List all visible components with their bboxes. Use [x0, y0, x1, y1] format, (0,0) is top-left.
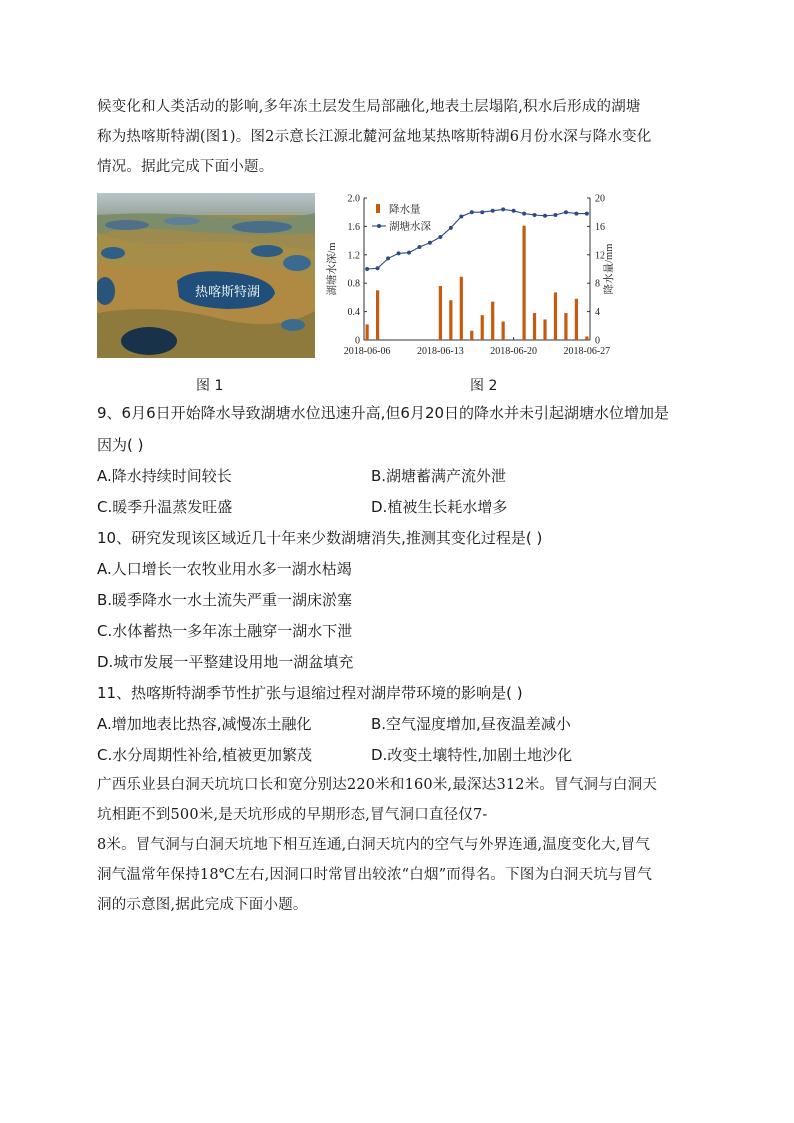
- precip-bar: [533, 313, 536, 340]
- precip-bar: [585, 336, 588, 340]
- depth-point: [543, 214, 547, 218]
- q11-stem: 11、热喀斯特湖季节性扩张与退缩过程对湖岸带环境的影响是( ): [97, 684, 523, 702]
- precip-bar: [366, 324, 369, 340]
- legend-precip-label: 降水量: [389, 204, 421, 216]
- q10-stem: 10、研究发现该区域近几十年来少数湖塘消失,推测其变化过程是( ): [97, 529, 543, 547]
- right-axis-label: 降水量/mm: [604, 243, 615, 295]
- left-tick-label: 2.0: [347, 193, 360, 205]
- passage-line-3: 8米。冒气洞与白洞天坑地下相互连通,白洞天坑内的空气与外界连通,温度变化大,冒气: [97, 837, 651, 853]
- right-tick-label: 16: [595, 221, 605, 233]
- passage-line-1: 广西乐业县白洞天坑坑口长和宽分别达220米和160米,最深达312米。冒气洞与白洞天: [97, 777, 658, 793]
- q9-option-d[interactable]: D.植被生长耗水增多: [371, 498, 508, 516]
- passage-line-4: 洞气温常年保持18℃左右,因洞口时常冒出较浓“白烟”而得名。下图为白洞天坑与冒气: [97, 867, 653, 883]
- precipitation-depth-chart: [322, 190, 622, 366]
- x-tick-label: 2018-06-13: [417, 346, 464, 357]
- right-tick-label: 0: [595, 335, 600, 347]
- precip-bar: [564, 313, 567, 340]
- precip-bar: [554, 292, 557, 340]
- precip-bar: [502, 322, 505, 340]
- q10-option-a[interactable]: A.人口增长一农牧业用水多一湖水枯竭: [97, 560, 352, 578]
- left-axis-label: 湖塘水深/m: [327, 242, 338, 296]
- depth-point: [553, 213, 557, 217]
- q11-option-a[interactable]: A.增加地表比热容,减慢冻土融化: [97, 715, 312, 733]
- depth-point: [501, 207, 505, 211]
- depth-point: [574, 212, 578, 216]
- right-tick-label: 12: [595, 250, 605, 262]
- precip-bar: [543, 319, 546, 340]
- legend-line-point: [377, 224, 381, 228]
- q11-option-d[interactable]: D.改变土壤特性,加剧土地沙化: [371, 746, 573, 764]
- passage-line-5: 洞的示意图,据此完成下面小题。: [97, 897, 308, 913]
- q9-stem-line1: 9、6月6日开始降水导致湖塘水位迅速升高,但6月20日的降水并未引起湖塘水位增加是: [97, 404, 670, 422]
- q9-option-c[interactable]: C.暖季升温蒸发旺盛: [97, 498, 233, 516]
- intro-line-1: 候变化和人类活动的影响,多年冻土层发生局部融化,地表土层塌陷,积水后形成的湖塘: [97, 99, 641, 115]
- thermokarst-lake-label: 热喀斯特湖: [195, 285, 261, 300]
- tiankeng-passage: [97, 770, 707, 920]
- depth-point: [417, 245, 421, 249]
- intro-line-3: 情况。据此完成下面小题。: [97, 159, 274, 175]
- left-tick-label: 0.4: [347, 307, 360, 319]
- figure2-caption: 图 2: [470, 378, 498, 394]
- legend-bar-swatch: [376, 204, 380, 213]
- q10-option-b[interactable]: B.暖季降水一水土流失严重一湖床淤塞: [97, 591, 353, 609]
- left-tick-label: 0: [355, 335, 360, 347]
- precip-bar: [491, 302, 494, 340]
- left-tick-label: 1.6: [347, 221, 360, 233]
- depth-point: [397, 251, 401, 255]
- depth-point: [491, 209, 495, 213]
- precip-bar: [460, 277, 463, 340]
- q10-option-d[interactable]: D.城市发展一平整建设用地一湖盆填充: [97, 653, 354, 671]
- depth-point: [470, 210, 474, 214]
- q11-option-c[interactable]: C.水分周期性补给,植被更加繁茂: [97, 746, 313, 764]
- depth-point: [365, 267, 369, 271]
- depth-point: [376, 266, 380, 270]
- left-tick-label: 1.2: [347, 250, 360, 262]
- depth-line: [367, 209, 587, 269]
- figure1-caption: 图 1: [196, 378, 224, 394]
- left-tick-label: 0.8: [347, 278, 360, 290]
- depth-point: [480, 210, 484, 214]
- precip-bar: [522, 226, 525, 340]
- depth-point: [459, 214, 463, 218]
- depth-point: [533, 213, 537, 217]
- legend-depth-label: 湖塘水深: [389, 221, 431, 233]
- precip-bar: [470, 331, 473, 340]
- depth-point: [438, 235, 442, 239]
- depth-point: [564, 210, 568, 214]
- depth-point: [522, 212, 526, 216]
- q10-option-c[interactable]: C.水体蓄热一多年冻土融穿一湖水下泄: [97, 622, 353, 640]
- precip-bar: [449, 300, 452, 340]
- depth-point: [512, 209, 516, 213]
- depth-point: [386, 256, 390, 260]
- x-tick-label: 2018-06-06: [343, 346, 391, 357]
- right-tick-label: 4: [595, 307, 600, 319]
- q9-stem-line2: 因为( ): [97, 436, 144, 454]
- precip-bar: [481, 315, 484, 340]
- precip-bar: [575, 299, 578, 340]
- q9-option-b[interactable]: B.湖塘蓄满产流外泄: [371, 467, 507, 485]
- depth-point: [407, 251, 411, 255]
- chart-svg: [322, 190, 622, 362]
- depth-point: [449, 226, 453, 230]
- x-tick-label: 2018-06-20: [490, 346, 537, 357]
- q9-option-a[interactable]: A.降水持续时间较长: [97, 467, 232, 485]
- intro-paragraph: [97, 92, 707, 182]
- right-tick-label: 8: [595, 278, 600, 290]
- thermokarst-lake-photo: [97, 193, 315, 358]
- passage-line-2: 坑相距不到500米,是天坑形成的早期形态,冒气洞口直径仅7-: [97, 807, 488, 823]
- x-tick-label: 2018-06-27: [563, 346, 611, 357]
- q11-option-b[interactable]: B.空气湿度增加,昼夜温差减小: [371, 715, 571, 733]
- right-tick-label: 20: [595, 193, 605, 205]
- depth-point: [428, 241, 432, 245]
- intro-line-2: 称为热喀斯特湖(图1)。图2示意长江源北麓河盆地某热喀斯特湖6月份水深与降水变化: [97, 129, 652, 145]
- precip-bar: [439, 286, 442, 340]
- depth-point: [585, 212, 589, 216]
- precip-bar: [376, 290, 379, 340]
